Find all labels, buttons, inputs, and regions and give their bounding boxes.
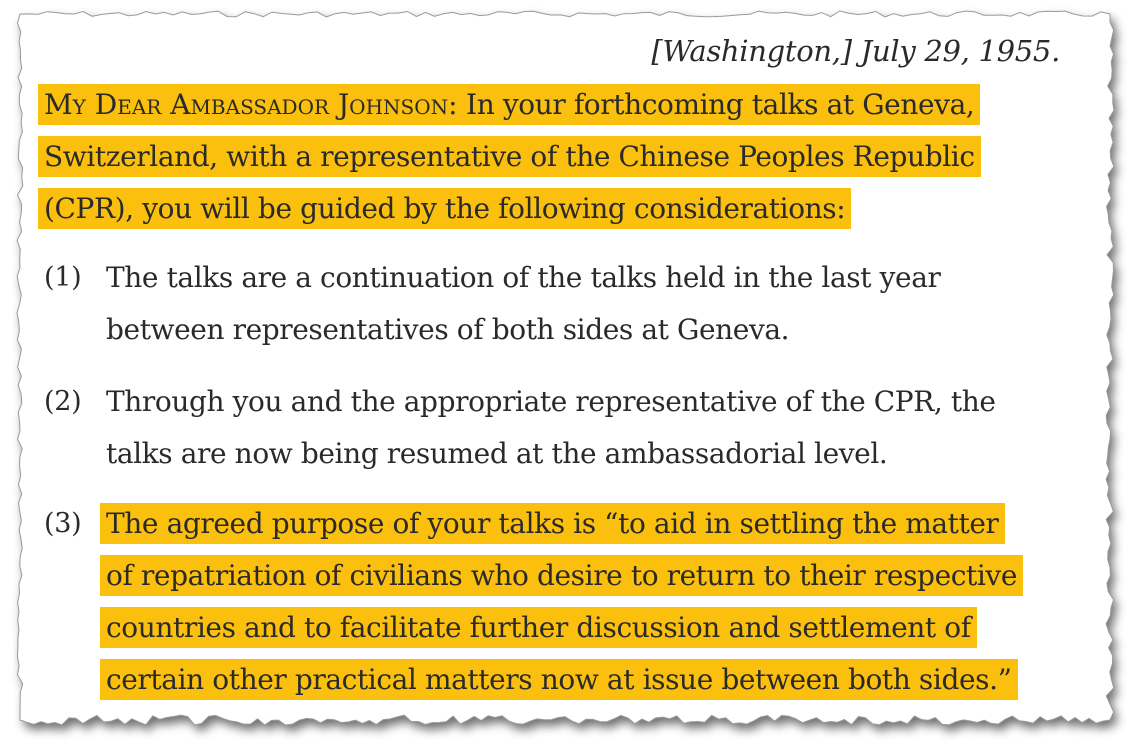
intro-line-3: (CPR), you will be guided by the following considerations: [38,188,851,229]
item-3-line-3: countries and to facilitate further discussion and settlement of [100,607,977,648]
intro-line-2: Switzerland, with a representative of the Chinese Peoples Republic [38,136,981,177]
item-1-line-1: The talks are a continuation of the talks held in the last year [106,261,941,294]
dateline: [Washington,] July 29, 1955. [651,34,1060,68]
item-1-number: (1) [44,262,82,293]
item-2-line-1: Through you and the appropriate representative of the CPR, the [106,385,996,418]
intro-line-1-text: In your forthcoming talks at Geneva, [457,88,975,121]
item-3-line-4: certain other practical matters now at issue between both sides.” [100,659,1018,700]
item-3-number: (3) [44,508,82,539]
item-1-line-2: between representatives of both sides at Geneva. [106,313,790,346]
item-3-line-2: of repatriation of civilians who desire to return to their respective [100,555,1023,596]
salutation: My Dear Ambassador Johnson: [44,88,458,121]
item-2-number: (2) [44,386,82,417]
intro-line-1 [38,84,980,125]
item-3-line-1: The agreed purpose of your talks is “to aid in settling the matter [100,503,1005,544]
item-2-line-2: talks are now being resumed at the ambassadorial level. [106,437,888,470]
